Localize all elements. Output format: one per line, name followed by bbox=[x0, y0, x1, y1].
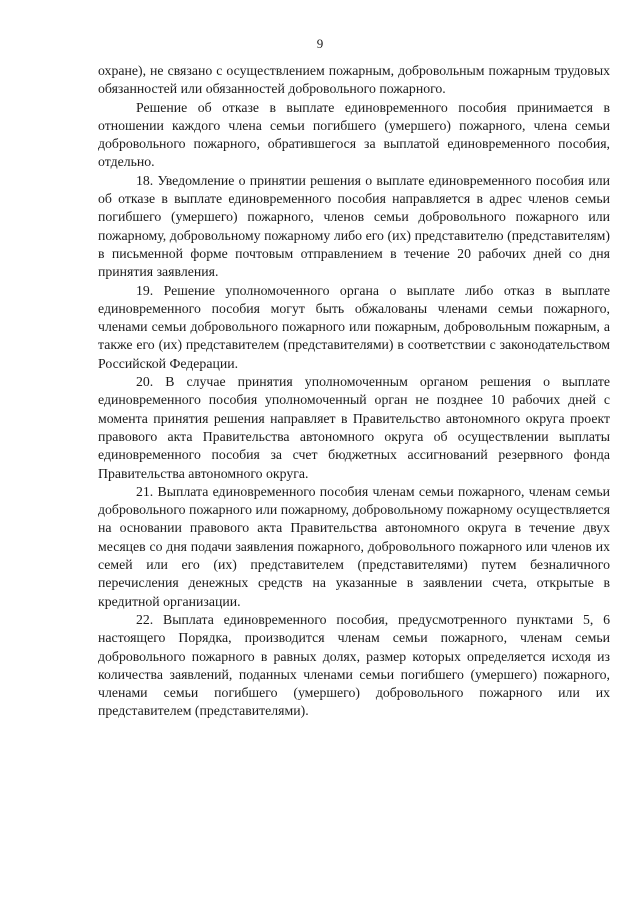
paragraph-refusal-decision: Решение об отказе в выплате единовременного пособия принимается в отношении каждого члена семьи погибшего (умершего) пожарного, члена семьи добровольного пожарного, обратившегося за выплатой единовременного пособия, отдельно. bbox=[98, 99, 610, 170]
paragraph-19: 19. Решение уполномоченного органа о выплате либо отказ в выплате единовременного пособия могут быть обжалованы членами семьи пожарного, членами семьи добровольного пожарного или пожарным, добровольным пожарным, а также его (их) представителем (представителями) в соответствии с законодательством Российской Федерации. bbox=[98, 282, 610, 371]
paragraph-18: 18. Уведомление о принятии решения о выплате единовременного пособия или об отказе в выплате единовременного пособия направляется в адрес членов семьи погибшего (умершего) пожарного, членов семьи добровольного пожарного или пожарному, добровольному пожарному либо его (их) представителю (представителям) в письменной форме почтовым отправлением в течение 20 рабочих дней со дня принятия заявления. bbox=[98, 172, 610, 280]
page-number: 9 bbox=[316, 36, 324, 51]
paragraph-22: 22. Выплата единовременного пособия, предусмотренного пунктами 5, 6 настоящего Порядка, производится членам семьи пожарного, членам семьи добровольного пожарного в равных долях, размер которых определяется исходя из количества заявлений, поданных членами семьи погибшего (умершего) пожарного, членами семьи погибшего (умершего) добровольного пожарного или их представителем (представителями). bbox=[98, 611, 610, 719]
document-body bbox=[98, 62, 610, 721]
paragraph-continuation: охране), не связано с осуществлением пожарным, добровольным пожарным трудовых обязанностей или обязанностей добровольного пожарного. bbox=[98, 63, 610, 97]
paragraph-21: 21. Выплата единовременного пособия членам семьи пожарного, членам семьи добровольного пожарного или пожарному, добровольному пожарному осуществляется на основании правового акта Правительства автономного округа в течение двух месяцев со дня подачи заявления пожарного, добровольного пожарного или членов их семей или его (их) представителем (представителями) путем безналичного перечисления денежных средств на указанные в заявлении счета, открытые в кредитной организации. bbox=[98, 483, 610, 609]
paragraph-20: 20. В случае принятия уполномоченным органом решения о выплате единовременного пособия уполномоченный орган не позднее 10 рабочих дней с момента принятия решения направляет в Правительство автономного округа проект правового акта Правительства автономного округа об осуществлении выплаты единовременного пособия за счет бюджетных ассигнований резервного фонда Правительства автономного округа. bbox=[98, 374, 610, 481]
